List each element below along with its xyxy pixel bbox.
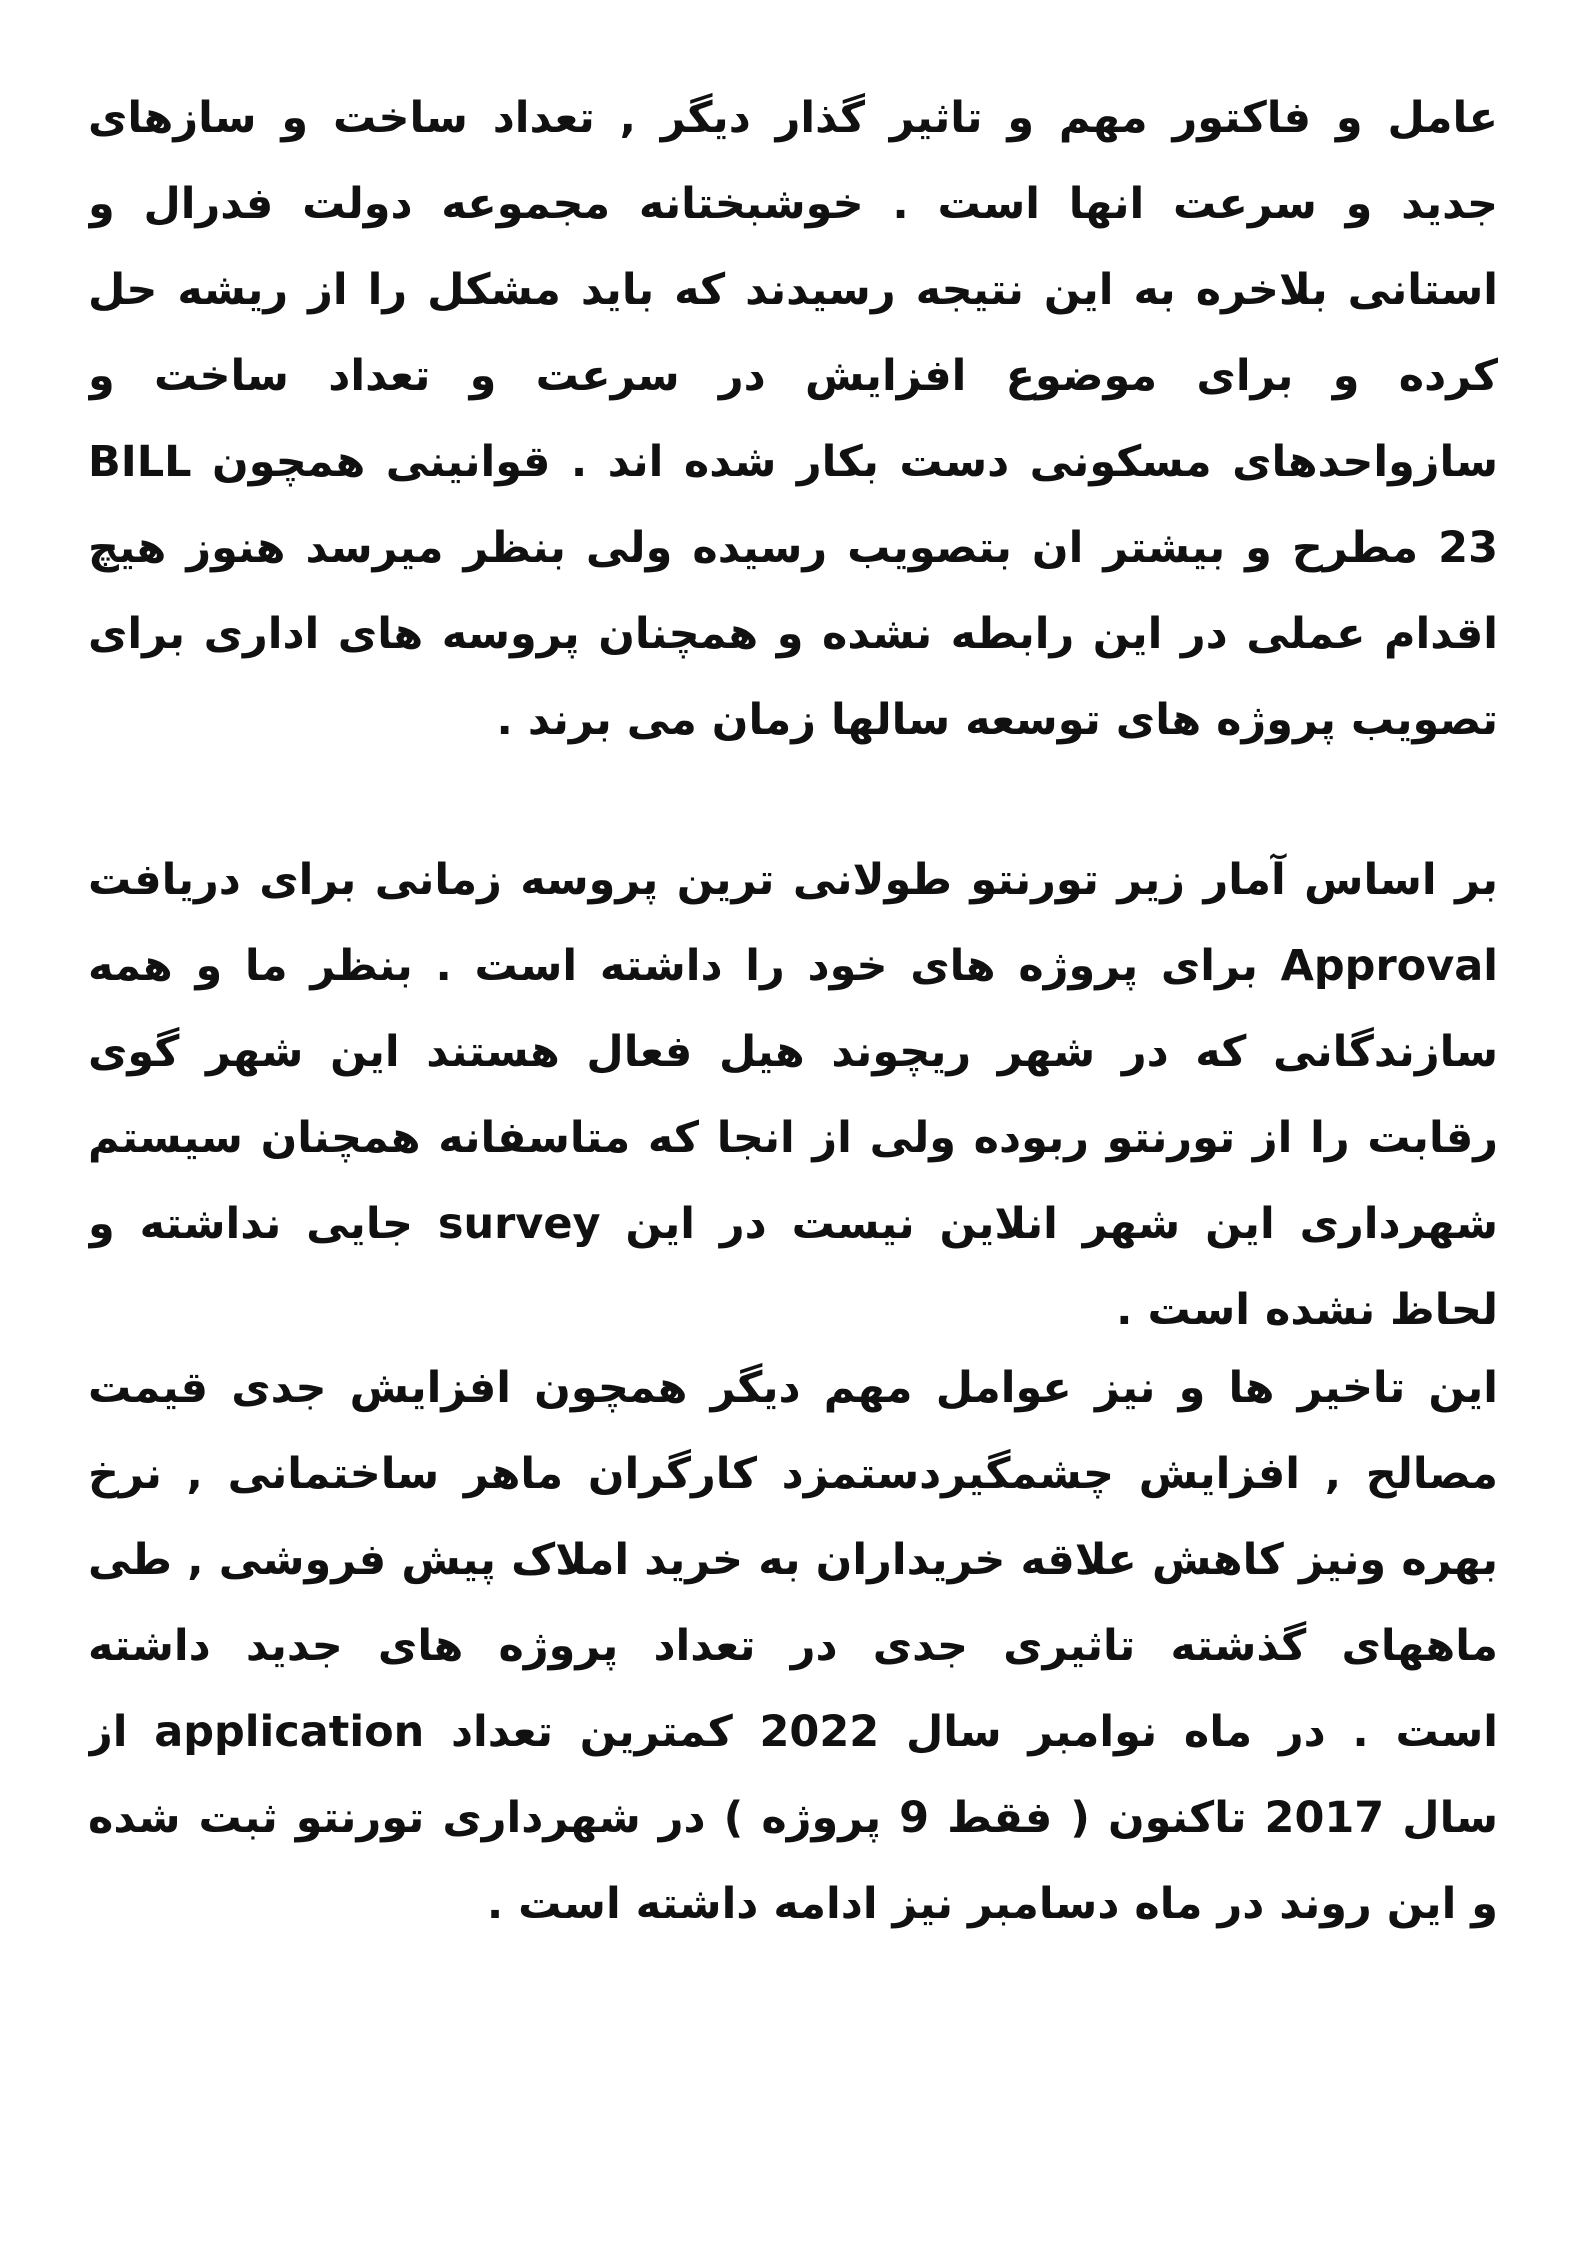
text-line: سازندگانی که در شهر ریچوند هیل فعال هستند این شهر گوی <box>88 1027 1498 1077</box>
text-line: مصالح , افزایش چشمگیردستمزد کارگران ماهر ساختمانی , نرخ <box>88 1449 1498 1499</box>
text-line: است . در ماه نوامبر سال 2022 کمترین تعداد application از <box>88 1707 1498 1757</box>
text-line: اقدام عملی در این رابطه نشده و همچنان پروسه های اداری برای <box>88 609 1498 659</box>
text-line: ماههای گذشته تاثیری جدی در تعداد پروژه های جدید داشته <box>88 1621 1498 1671</box>
text-line: رقابت را از تورنتو ربوده ولی از انجا که متاسفانه همچنان سیستم <box>88 1113 1498 1163</box>
text-line: لحاظ نشده است . <box>1116 1285 1498 1335</box>
text-line: شهرداری این شهر انلاین نیست در این survey جایی نداشته و <box>88 1199 1498 1249</box>
paragraph-construction-factors <box>88 75 1498 763</box>
text-line: سال 2017 تاکنون ( فقط 9 پروژه ) در شهرداری تورنتو ثبت شده <box>88 1793 1498 1843</box>
text-line: این تاخیر ها و نیز عوامل مهم دیگر همچون افزایش جدی قیمت <box>88 1363 1498 1413</box>
text-line: 23 مطرح و بیشتر ان بتصویب رسیده ولی بنظر میرسد هنوز هیچ <box>88 523 1498 573</box>
text-line: بهره ونیز کاهش علاقه خریداران به خرید املاک پیش فروشی , طی <box>88 1535 1498 1585</box>
paragraph-delays-and-costs <box>88 1345 1498 1947</box>
text-line: تصویب پروژه های توسعه سالها زمان می برند . <box>496 695 1498 745</box>
text-line: استانی بلاخره به این نتیجه رسیدند که باید مشکل را از ریشه حل <box>88 265 1498 315</box>
text-line: کرده و برای موضوع افزایش در سرعت و تعداد ساخت و <box>88 351 1498 401</box>
text-line: جدید و سرعت انها است . خوشبختانه مجموعه دولت فدرال و <box>88 179 1498 229</box>
text-line: Approval برای پروژه های خود را داشته است . بنظر ما و همه <box>88 941 1498 991</box>
text-line: بر اساس آمار زیر تورنتو طولانی ترین پروسه زمانی برای دریافت <box>88 855 1498 905</box>
text-line: سازواحدهای مسکونی دست بکار شده اند . قوانینی همچون BILL <box>88 437 1498 487</box>
text-line: عامل و فاکتور مهم و تاثیر گذار دیگر , تعداد ساخت و سازهای <box>88 93 1498 143</box>
text-line: و این روند در ماه دسامبر نیز ادامه داشته است . <box>486 1879 1498 1929</box>
paragraph-approval-statistics <box>88 837 1498 1353</box>
